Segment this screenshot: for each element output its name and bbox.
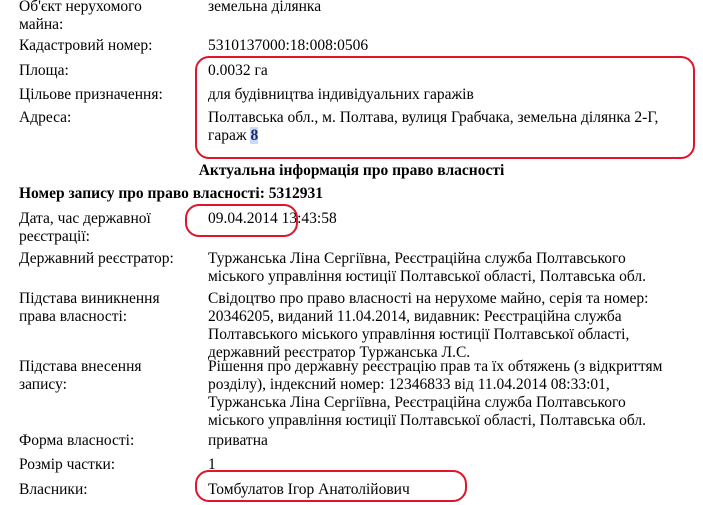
record-number: Номер запису про право власності: 5312931 — [19, 185, 324, 202]
cadastral-label: Кадастровий номер: — [19, 37, 153, 54]
highlight-mark-owner — [195, 470, 467, 502]
object-value: земельна ділянка — [208, 0, 322, 15]
registrar-label: Державний реєстратор: — [19, 250, 174, 267]
registrar-value: Туржанська Ліна Сергіївна, Реєстраційна служба Полтавського міського управління юстиції Полтавської області, Полтавська обл. — [208, 250, 647, 285]
reg-date-value: 09.04.2014 13:43:58 — [208, 210, 337, 227]
share-size-label: Розмір частки: — [19, 456, 116, 473]
ownership-form-label: Форма власності: — [19, 432, 135, 449]
cadastral-value: 5310137000:18:008:0506 — [208, 37, 369, 54]
highlight-mark-date — [185, 204, 298, 237]
ownership-heading: Актуальна інформація про право власності — [198, 162, 505, 179]
share-size-value: 1 — [208, 456, 216, 473]
reg-date-label: Дата, час державної реєстрації: — [19, 210, 151, 245]
address-highlight: 8 — [250, 127, 259, 144]
object-label: Об'єкт нерухомого майна: — [19, 0, 142, 33]
owners-value: Томбулатов Ігор Анатолійович — [208, 481, 410, 498]
purpose-value: для будівництва індивідуальних гаражів — [208, 86, 474, 103]
address-text: Полтавська обл., м. Полтава, вулиця Грабчака, земельна ділянка 2-Г, гараж — [208, 109, 659, 144]
entry-basis-label: Підстава внесення запису: — [19, 358, 142, 393]
ownership-form-value: приватна — [208, 432, 268, 449]
entry-basis-value: Рішення про державну реєстрацію прав та їх обтяжень (з відкриттям розділу), індексний номер: 12346833 від 11.04.2014 08:33:01, Туржанська Ліна Сергіївна, Реєстраційна служба Полтавського міського управління юстиції Полтавської області, Полтавська обл. — [208, 358, 663, 429]
purpose-label: Цільове призначення: — [19, 86, 163, 103]
basis-label: Підстава виникнення права власності: — [19, 290, 160, 325]
area-label: Площа: — [19, 62, 69, 79]
highlight-mark-property — [195, 56, 695, 159]
address-label: Адреса: — [19, 109, 72, 126]
basis-value: Свідоцтво про право власності на нерухоме майно, серія та номер: 20346205, виданий 11.04.2014, видавник: Реєстраційна служба Полтавського міського управління юстиції Полтавської області, державний реєстратор Туржанська Л.С. — [208, 290, 649, 361]
area-value: 0.0032 га — [208, 62, 268, 79]
owners-label: Власники: — [19, 481, 88, 498]
